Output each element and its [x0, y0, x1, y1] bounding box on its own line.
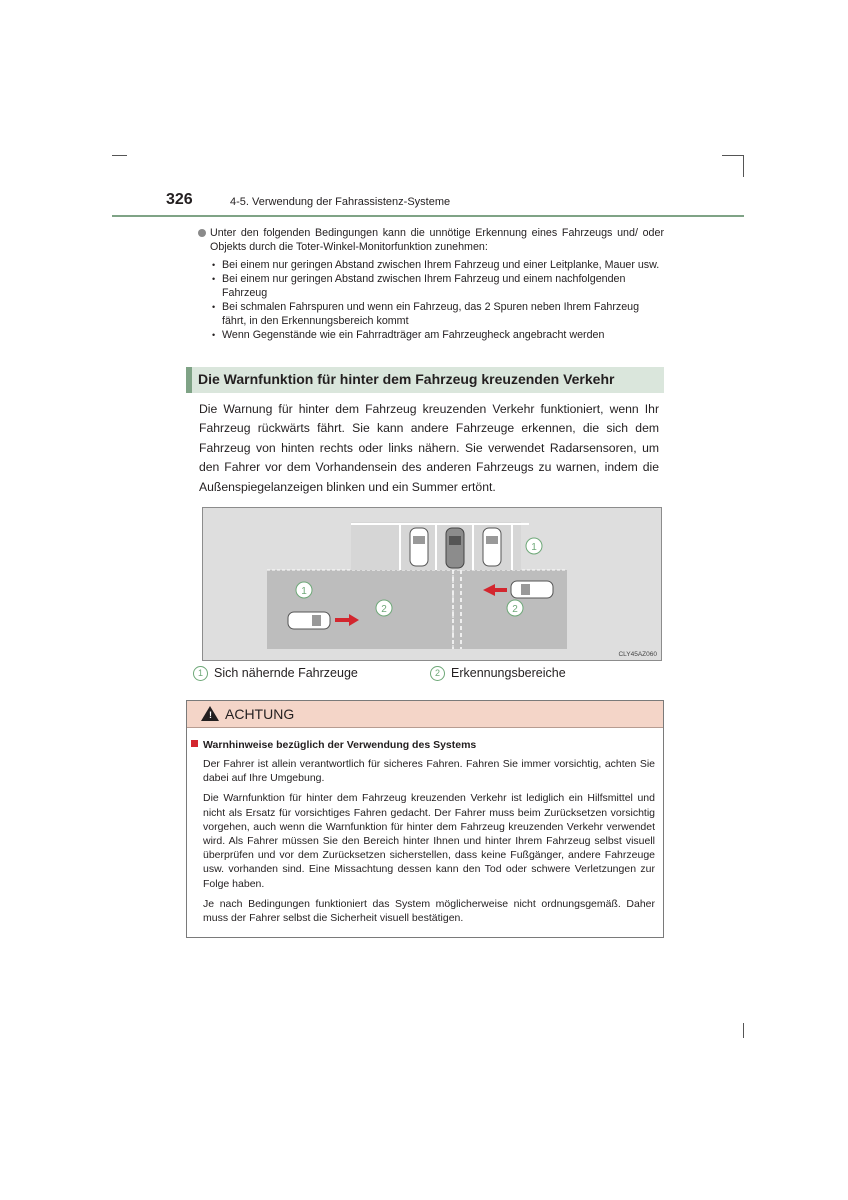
crop-mark [722, 155, 744, 156]
crop-mark [112, 155, 127, 156]
legend-label: Erkennungsbereiche [451, 666, 566, 680]
header-rule [112, 215, 744, 217]
heading-text: Die Warnfunktion für hinter dem Fahrzeug kreuzenden Verkehr [198, 371, 615, 387]
legend-item [193, 666, 358, 681]
marker-2 [507, 600, 523, 616]
crop-mark [743, 155, 744, 177]
caution-text [203, 757, 655, 931]
intro-lead: Unter den folgenden Bedingungen kann die unnötige Erkennung eines Fahrzeugs und/ oder Objekts durch die Toter-Winkel-Monitorfunktion zunehmen: [198, 226, 664, 254]
marker-1 [296, 582, 312, 598]
list-item: • Bei einem nur geringen Abstand zwischen Ihrem Fahrzeug und einem nachfolgenden Fahrzeug [222, 272, 664, 300]
list-item: • Wenn Gegenstände wie ein Fahrradträger am Fahrzeugheck angebracht werden [222, 328, 664, 342]
parking-diagram [202, 507, 662, 661]
svg-text:1: 1 [301, 586, 307, 597]
diagram-illustration [203, 508, 663, 662]
svg-text:2: 2 [512, 604, 518, 615]
section-heading [186, 367, 664, 393]
marker-2 [376, 600, 392, 616]
caution-header [187, 701, 663, 728]
marker-1 [526, 538, 542, 554]
intro-block [198, 226, 664, 342]
caution-paragraph: Die Warnfunktion für hinter dem Fahrzeug kreuzenden Verkehr ist lediglich ein Hilfsmittel und nicht als Ersatz für vorsichtiges Fahren gedacht. Der Fahrer muss beim Zurücksetzen vorsichtig vorgehen, auch wenn die Warnfunktion für hinter dem Fahrzeug kreuzenden Verkehr verwendet wird. Als Fahrer müssen Sie den Bereich hinter Ihnen und hinter Ihrem Fahrzeug selbst visuell überprüfen und vor dem Zurücksetzen sicherstellen, dass keine Fußgänger, andere Fahrzeuge usw. vorhanden sind. Eine Missachtung dessen kann den Tod oder schwere Verletzungen zur Folge haben. [203, 792, 655, 890]
parked-car [410, 528, 428, 566]
legend-number: 1 [193, 666, 208, 681]
own-car [446, 528, 464, 568]
warning-mark: ! [209, 710, 212, 720]
caution-box [186, 700, 664, 938]
diagram-code: CLY45AZ060 [618, 651, 657, 658]
bullet-dot-icon [198, 229, 206, 237]
approaching-car [511, 581, 553, 598]
crop-mark [743, 1023, 744, 1038]
heading-accent-bar [186, 367, 192, 393]
svg-text:2: 2 [381, 604, 387, 615]
list-item: • Bei schmalen Fahrspuren und wenn ein Fahrzeug, das 2 Spuren neben Ihrem Fahrzeug fährt, in den Erkennungsbereich kommt [222, 300, 664, 328]
legend-label: Sich nähernde Fahrzeuge [214, 666, 358, 680]
page-number: 326 [166, 191, 193, 208]
caution-paragraph: Der Fahrer ist allein verantwortlich für sicheres Fahren. Fahren Sie immer vorsichtig, achten Sie dabei auf Ihre Umgebung. [203, 758, 655, 785]
section-title: 4-5. Verwendung der Fahrassistenz-Systeme [230, 196, 451, 208]
caution-paragraph: Je nach Bedingungen funktioniert das System möglicherweise nicht ordnungsgemäß. Daher muss der Fahrer selbst die Sicherheit visuell bestätigen. [203, 897, 655, 925]
caution-subtitle: Warnhinweise bezüglich der Verwendung des Systems [191, 739, 476, 751]
list-item: • Bei einem nur geringen Abstand zwischen Ihrem Fahrzeug und einer Leitplanke, Mauer usw. [222, 258, 664, 272]
approaching-car [288, 612, 330, 629]
svg-text:1: 1 [531, 542, 537, 553]
legend-number: 2 [430, 666, 445, 681]
red-square-icon [191, 740, 198, 747]
parked-car [483, 528, 501, 566]
condition-list [198, 258, 664, 342]
body-paragraph: Die Warnung für hinter dem Fahrzeug kreuzenden Verkehr funktioniert, wenn Ihr Fahrzeug rückwärts fährt. Sie kann andere Fahrzeuge erkennen, die sich dem Fahrzeug von hinten rechts oder links nähern. Sie verwendet Radarsensoren, um den Fahrer vor dem Vorhandensein des anderen Fahrzeugs zu warnen, indem die Außenspiegelanzeigen blinken und ein Summer ertönt. [199, 402, 659, 494]
caution-title: ACHTUNG [225, 706, 295, 722]
legend-item [430, 666, 566, 681]
